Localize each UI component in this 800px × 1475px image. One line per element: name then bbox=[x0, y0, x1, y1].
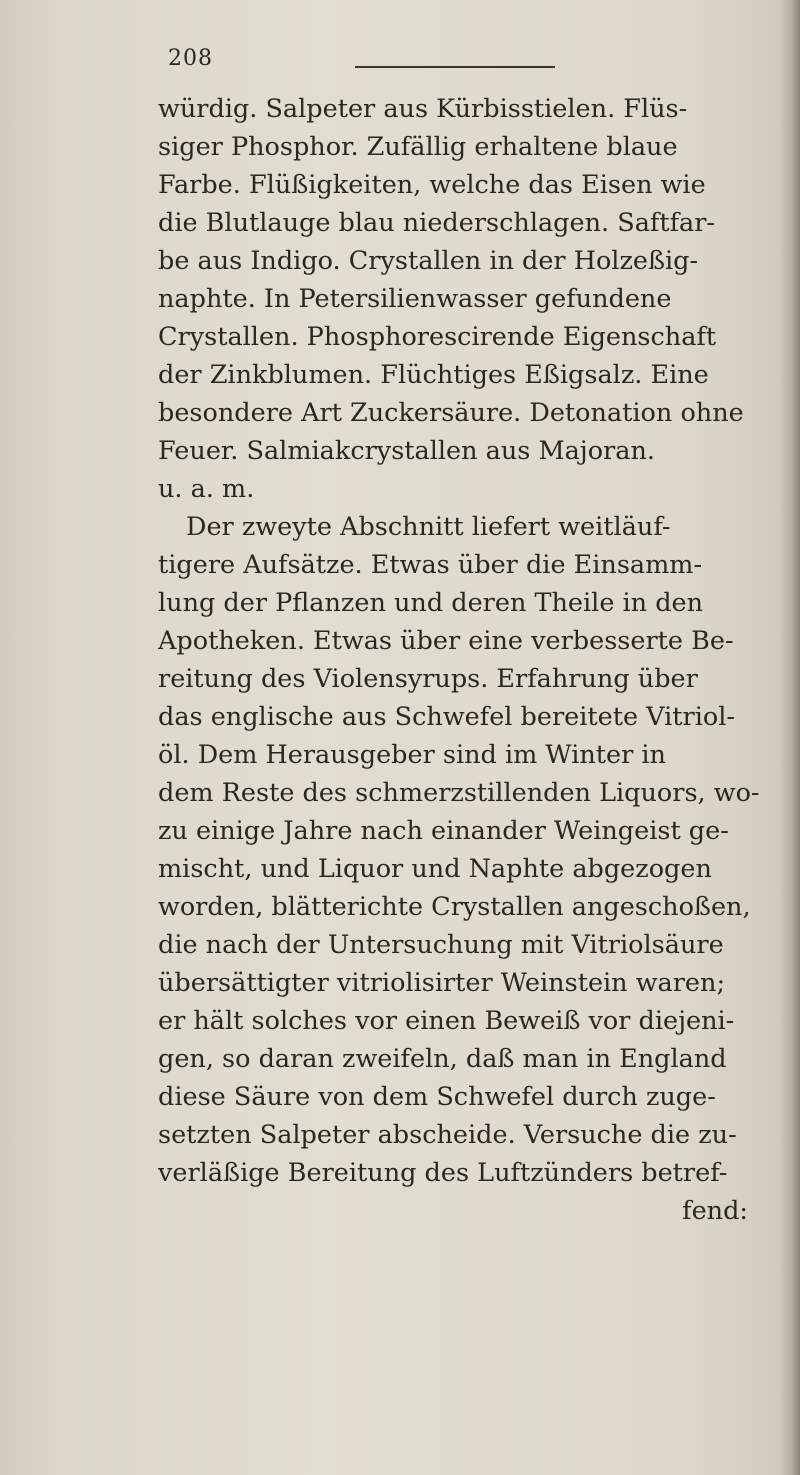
text-line: siger Phosphor. Zufällig erhaltene blaue bbox=[158, 132, 678, 162]
text-line: diese Säure von dem Schwefel durch zuge- bbox=[158, 1082, 716, 1112]
text-line: übersättigter vitriolisirter Weinstein waren; bbox=[158, 968, 726, 998]
text-line: die Blutlauge blau niederschlagen. Saftfar- bbox=[158, 208, 716, 238]
header-rule bbox=[355, 66, 555, 68]
text-line: verläßige Bereitung des Luftzünders betref- bbox=[158, 1158, 728, 1188]
text-line: das englische aus Schwefel bereitete Vitriol- bbox=[158, 702, 736, 732]
page-edge-shadow bbox=[778, 0, 800, 1475]
text-line: be aus Indigo. Crystallen in der Holzeßig- bbox=[158, 246, 699, 276]
text-line: worden, blätterichte Crystallen angeschoßen, bbox=[158, 892, 751, 922]
text-line: Farbe. Flüßigkeiten, welche das Eisen wie bbox=[158, 170, 706, 200]
page-number: 208 bbox=[168, 46, 213, 71]
text-line: besondere Art Zuckersäure. Detonation ohne bbox=[158, 398, 744, 428]
text-line: öl. Dem Herausgeber sind im Winter in bbox=[158, 740, 666, 770]
text-line: tigere Aufsätze. Etwas über die Einsamm- bbox=[158, 550, 703, 580]
text-line: lung der Pflanzen und deren Theile in den bbox=[158, 588, 704, 618]
paragraph-start-line: Der zweyte Abschnitt liefert weitläuf- bbox=[186, 512, 671, 542]
text-line: Crystallen. Phosphorescirende Eigenschaft bbox=[158, 322, 717, 352]
text-line: dem Reste des schmerzstillenden Liquors, wo- bbox=[158, 778, 760, 808]
text-line: setzten Salpeter abscheide. Versuche die zu- bbox=[158, 1120, 737, 1150]
text-line: reitung des Violensyrups. Erfahrung über bbox=[158, 664, 698, 694]
text-line: gen, so daran zweifeln, daß man in England bbox=[158, 1044, 727, 1074]
body-text bbox=[158, 90, 768, 1230]
text-line: u. a. m. bbox=[158, 474, 255, 504]
text-line: er hält solches vor einen Beweiß vor diejeni- bbox=[158, 1006, 735, 1036]
text-line: mischt, und Liquor und Naphte abgezogen bbox=[158, 854, 712, 884]
text-line: würdig. Salpeter aus Kürbisstielen. Flüs- bbox=[158, 94, 688, 124]
text-line: die nach der Untersuchung mit Vitriolsäure bbox=[158, 930, 724, 960]
catchword: fend: bbox=[682, 1196, 748, 1226]
text-line: Apotheken. Etwas über eine verbesserte Be- bbox=[158, 626, 734, 656]
text-line: naphte. In Petersilienwasser gefundene bbox=[158, 284, 672, 314]
text-line: der Zinkblumen. Flüchtiges Eßigsalz. Eine bbox=[158, 360, 709, 390]
text-line: zu einige Jahre nach einander Weingeist ge- bbox=[158, 816, 729, 846]
text-line: Feuer. Salmiakcrystallen aus Majoran. bbox=[158, 436, 655, 466]
